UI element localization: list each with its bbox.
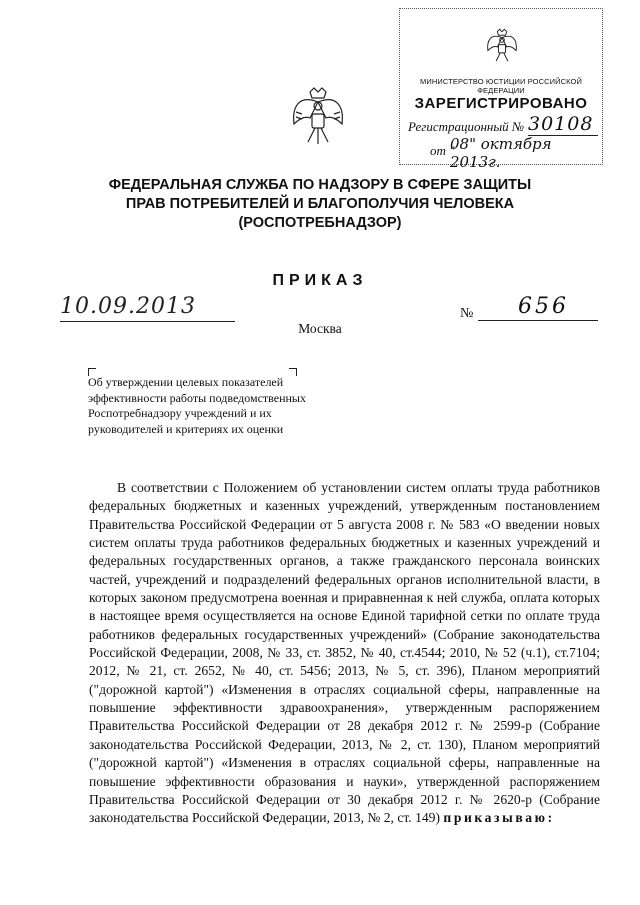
agency-line-1: ФЕДЕРАЛЬНАЯ СЛУЖБА ПО НАДЗОРУ В СФЕРЕ ЗАЩИТЫ — [108, 177, 532, 193]
registration-stamp — [399, 8, 603, 171]
stamp-date-label: от " — [430, 143, 455, 158]
order-date: 10.09.2013 — [60, 294, 235, 322]
order-number: 656 — [478, 294, 598, 321]
body-conclusion: приказываю: — [443, 810, 555, 826]
order-city: Москва — [298, 321, 342, 336]
body-paragraph: В соответствии с Положением об установлении систем оплаты труда работников федеральных бюджетных и казенных учреждений, утвержденным постановлением Правительства Российской Федерации от 5 августа 2008 г. № 583 «О введении новых систем оплаты труда работников федеральных бюджетных и казенных учреждений и федеральных государственных органов, а также гражданского персонала воинских частей, учреждений и подразделений федеральных органов исполнительной власти, в которых законом предусмотрена военная и приравненная к ней служба, оплата которых в настоящее время осуществляется на основе Единой тарифной сетки по оплате труда работников федеральных государственных учреждений» (Собрание законодательства Российской Федерации, 2008, № 33, ст. 3852, № 40, ст.4544; 2010, № 52 (ч.1), ст.7104; 2012, № 21, ст. 2652, № 40, ст. 5456; 2013, № 5, ст. 396), Планом мероприятий ("дорожной картой") «Изменения в отраслях социальной сферы, направленные на повышение эффективности здравоохранения», утвержденным распоряжением Правительства Российской Федерации от 28 декабря 2012 г. № 2599-р (Собрание законодательства Российской Федерации, 2013, № 2, ст. 130), Планом мероприятий ("дорожной картой") «Изменения в отраслях социальной сферы, направленные на повышение эффективности образования и науки», утвержденной распоряжением Правительства Российской Федерации от 30 декабря 2012 г. № 2620-р (Собрание законодательства Российской Федерации, 2013, № 2, ст. 149) — [89, 480, 600, 826]
russian-coat-of-arms-icon — [288, 84, 348, 152]
stamp-reg-number: 30108 — [528, 113, 598, 136]
agency-line-3: (РОСПОТРЕБНАДЗОР) — [238, 215, 402, 231]
stamp-ministry: МИНИСТЕРСТВО ЮСТИЦИИ РОССИЙСКОЙ ФЕДЕРАЦИИ — [420, 77, 582, 95]
agency-header — [0, 176, 640, 233]
stamp-reg-label: Регистрационный № — [408, 119, 525, 134]
stamp-status: ЗАРЕГИСТРИРОВАНО — [414, 95, 588, 112]
order-title: ПРИКАЗ — [272, 272, 368, 289]
order-number-label: № — [460, 306, 474, 321]
order-body — [89, 479, 600, 828]
order-subject: Об утверждении целевых показателей эффективности работы подведомственных Роспотребнадзору учреждений и их руководителей и критериях их оценки — [88, 375, 306, 436]
agency-line-2: ПРАВ ПОТРЕБИТЕЛЕЙ И БЛАГОПОЛУЧИЯ ЧЕЛОВЕКА — [125, 196, 515, 212]
stamp-date-value: 08" октября 2013г. — [450, 135, 552, 171]
russian-coat-of-arms-icon — [484, 27, 520, 67]
